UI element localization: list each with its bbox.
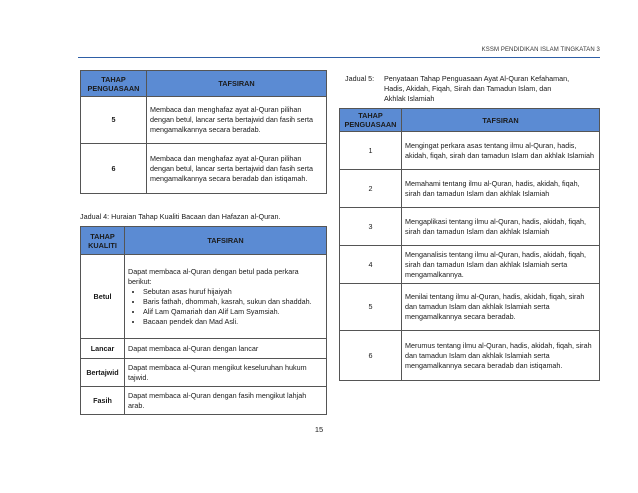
- caption-jadual-5-text: Penyataan Tahap Penguasaan Ayat Al-Quran Kefahaman, Hadis, Akidah, Fiqah, Sirah dan Tamadun Islam, dan Akhlak Islamiah: [384, 74, 570, 103]
- kualiti-label-betul: Betul: [81, 255, 125, 339]
- caption-jadual-4: Jadual 4: Huraian Tahap Kualiti Bacaan dan Hafazan al-Quran.: [80, 212, 281, 221]
- tafsiran-cell: Menganalisis tentang ilmu al-Quran, hadis, akidah, fiqah, sirah dan tamadun Islam dan akhlak Islamiah serta mengamalkannya.: [402, 246, 600, 284]
- table-row: [340, 246, 600, 284]
- tafsiran-cell: Mengaplikasi tentang ilmu al-Quran, hadis, akidah, fiqah, sirah dan tamadun Islam dan akhlak Islamiah: [402, 208, 600, 246]
- list-item: • Bacaan pendek dan Mad Asli.: [143, 317, 323, 327]
- kualiti-label: Lancar: [81, 339, 125, 359]
- level-cell: 2: [340, 170, 402, 208]
- column-header-tahap-kualiti: TAHAP KUALITI: [81, 227, 125, 255]
- kualiti-label: Fasih: [81, 387, 125, 415]
- column-header-tafsiran: TAFSIRAN: [402, 109, 600, 132]
- page-number: 15: [314, 425, 324, 434]
- level-cell: 6: [81, 144, 147, 194]
- column-header-tahap-penguasaan: TAHAP PENGUASAAN: [340, 109, 402, 132]
- table-row: [81, 339, 327, 359]
- betul-intro: Dapat membaca al-Quran dengan betul pada perkara berikut:: [128, 266, 299, 286]
- tafsiran-cell: Dapat membaca al-Quran mengikut keseluruhan hukum tajwid.: [125, 359, 327, 387]
- column-header-tafsiran: TAFSIRAN: [125, 227, 327, 255]
- tafsiran-cell: Dapat membaca al-Quran dengan lancar: [125, 339, 327, 359]
- tafsiran-cell: Dapat membaca al-Quran dengan fasih mengikut lahjah arab.: [125, 387, 327, 415]
- table-row: [340, 132, 600, 170]
- table-row: [340, 284, 600, 331]
- tafsiran-cell: Mengingat perkara asas tentang ilmu al-Quran, hadis, akidah, fiqah, sirah dan tamadun Islam dan akhlak Islamiah: [402, 132, 600, 170]
- table-tahap-penguasaan-5-6: [80, 70, 327, 194]
- table-row: [81, 255, 327, 339]
- list-item: • Sebutan asas huruf hijaiyah: [143, 287, 323, 297]
- page-header-title: KSSM PENDIDIKAN ISLAM TINGKATAN 3: [481, 47, 600, 53]
- level-cell: 1: [340, 132, 402, 170]
- level-cell: 5: [340, 284, 402, 331]
- level-cell: 5: [81, 97, 147, 144]
- table-row: [340, 170, 600, 208]
- kualiti-label: Bertajwid: [81, 359, 125, 387]
- table-tahap-kualiti: [80, 226, 327, 415]
- table-row: [81, 97, 327, 144]
- level-cell: 3: [340, 208, 402, 246]
- table-tahap-penguasaan-1-6: [339, 108, 600, 381]
- list-item: • Baris fathah, dhommah, kasrah, sukun dan shaddah.: [143, 297, 323, 307]
- table-row: [340, 208, 600, 246]
- tafsiran-cell: Membaca dan menghafaz ayat al-Quran pilihan dengan betul, lancar serta bertajwid dan fasih serta mengamalkannya secara beradab.: [147, 97, 327, 144]
- tafsiran-cell: Membaca dan menghafaz ayat al-Quran pilihan dengan betul, lancar serta bertajwid dan fasih serta mengamalkannya secara beradab dan istiqamah.: [147, 144, 327, 194]
- caption-jadual-5-label: Jadual 5:: [345, 74, 375, 83]
- list-item: • Alif Lam Qamariah dan Alif Lam Syamsiah.: [143, 307, 323, 317]
- header-divider: [78, 57, 600, 58]
- table-row: [81, 359, 327, 387]
- betul-bullet-list: [128, 287, 323, 327]
- tafsiran-cell: Merumus tentang ilmu al-Quran, hadis, akidah, fiqah, sirah dan tamadun Islam dan akhlak Islamiah serta mengamalkannya secara beradab dan istiqamah.: [402, 331, 600, 381]
- tafsiran-cell: Menilai tentang ilmu al-Quran, hadis, akidah, fiqah, sirah dan tamadun Islam dan akhlak Islamiah serta mengamalkannya secara beradab.: [402, 284, 600, 331]
- table-row: [81, 387, 327, 415]
- column-header-tafsiran: TAFSIRAN: [147, 71, 327, 97]
- tafsiran-cell: Memahami tentang ilmu al-Quran, hadis, akidah, fiqah, sirah dan tamadun Islam dan akhlak Islamiah: [402, 170, 600, 208]
- level-cell: 4: [340, 246, 402, 284]
- level-cell: 6: [340, 331, 402, 381]
- column-header-tahap-penguasaan: TAHAP PENGUASAAN: [81, 71, 147, 97]
- table-row: [81, 144, 327, 194]
- table-row: [340, 331, 600, 381]
